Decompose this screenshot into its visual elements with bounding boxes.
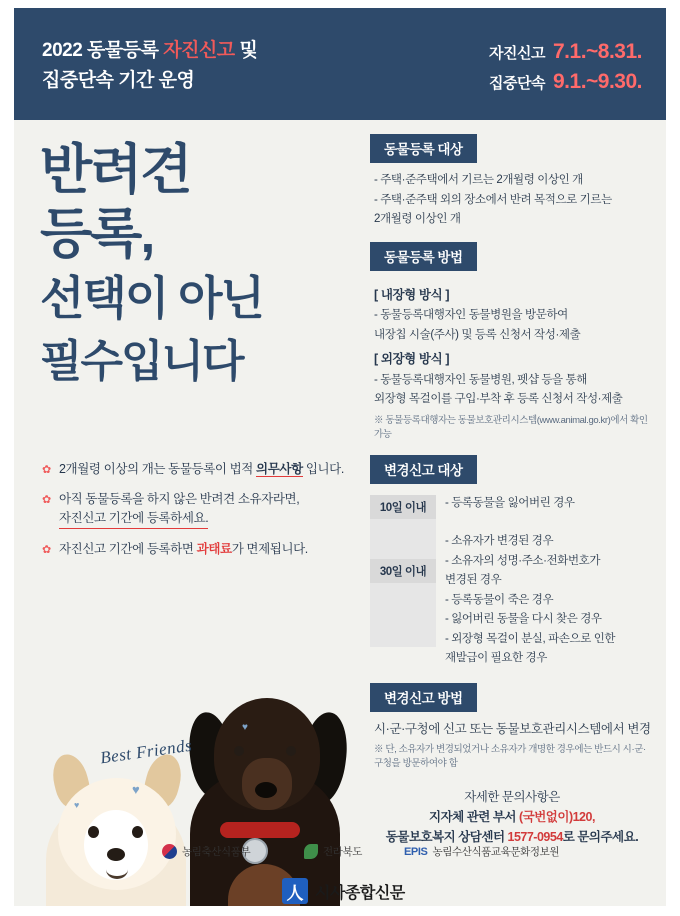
schedule-row-2 (489, 68, 642, 98)
list-item: - 동물등록대행자인 동물병원을 방문하여 (374, 309, 568, 321)
header-title-line1-pre: 2022 동물등록 (42, 40, 164, 61)
hero-line-3: 선택이 아닌 (40, 272, 263, 324)
contact-line-3-pre: 동물보호복지 상담센터 (385, 830, 508, 844)
section-body-registration-method (370, 287, 654, 442)
list-item: - 주택·준주택에서 기르는 2개월령 이상인 개 (374, 174, 583, 186)
dachshund-collar (220, 822, 300, 838)
contact-block (370, 787, 654, 847)
contact-phone-number: 1577-0954 (507, 830, 563, 844)
heart-icon: ♥ (132, 782, 140, 797)
hero-bullet-2 (42, 490, 352, 529)
list-item: 재발급이 필요한 경우 (445, 652, 547, 664)
schedule-row-1 (489, 38, 642, 68)
change-target-items-column (436, 495, 654, 670)
contact-line-2-highlight: (국번없이)120, (518, 810, 595, 824)
logo-label-epis: 농림수산식품교육문화정보원 (432, 846, 560, 858)
list-item: - 등록동물이 죽은 경우 (445, 593, 554, 606)
section-body-change-method (370, 721, 654, 772)
section-change-method (370, 683, 654, 772)
right-column (370, 134, 654, 847)
poster-header (14, 8, 666, 120)
hero-bullet-2-pre: 아직 동물등록을 하지 않은 반려견 소유자라면, (59, 492, 300, 506)
hero-bullet-3-pre: 자진신고 기간에 등록하면 (59, 542, 197, 556)
section-heading-change-target: 변경신고 대상 (370, 455, 477, 484)
corgi-eye-right (132, 826, 143, 838)
poster (14, 8, 666, 906)
header-schedule (489, 38, 642, 98)
paw-icon: ✿ (42, 494, 51, 506)
hero-headline (40, 138, 358, 394)
contact-line-2 (370, 807, 654, 827)
hero-bullet-1 (42, 460, 352, 479)
heart-icon: ♥ (74, 800, 80, 810)
subheading-external-type: [ 외장형 방식 ] (374, 352, 450, 366)
paw-icon: ✿ (42, 464, 51, 476)
deadline-chip-30days: 30일 이내 (370, 559, 436, 583)
header-title (42, 36, 372, 96)
schedule-date-2: 9.1.~9.30. (553, 70, 642, 93)
change-target-table (370, 495, 654, 670)
hero-bullet-2-em: 자진신고 기간에 등록하세요. (59, 509, 208, 529)
change-target-deadline-column (370, 495, 436, 670)
list-item: - 등록동물을 잃어버린 경우 (445, 496, 575, 509)
hero-bullet-3-em: 과태료 (196, 542, 232, 556)
footer-logos (14, 840, 666, 874)
logo-province (304, 844, 362, 859)
logo-label-province: 전라북도 (323, 846, 362, 858)
logo-epis (404, 844, 559, 859)
section-change-target (370, 455, 654, 670)
subheading-internal-type: [ 내장형 방식 ] (374, 287, 450, 302)
section-body-registration-target (370, 172, 654, 229)
list-gap (445, 514, 654, 531)
hero-bullet-1-pre: 2개월령 이상의 개는 동물등록이 법적 (59, 462, 257, 476)
list-item: - 잃어버린 동물을 다시 찾은 경우 (445, 613, 602, 625)
logo-label-ministry: 농림축산식품부 (182, 846, 251, 858)
schedule-label-2: 집중단속 (489, 75, 545, 92)
list-item: - 외장형 목걸이 분실, 파손으로 인한 (445, 632, 616, 645)
hero-line-4: 필수입니다 (40, 337, 243, 386)
section-heading-registration-method: 동물등록 방법 (370, 242, 477, 271)
leaf-mark-icon (304, 844, 318, 859)
list-item: 2개월령 이상인 개 (374, 213, 461, 225)
left-column (14, 120, 362, 906)
schedule-date-1: 7.1.~8.31. (553, 40, 642, 63)
epis-mark-icon: EPIS (404, 845, 428, 858)
watermark-badge-icon: 人 (282, 878, 308, 904)
logo-ministry (162, 844, 250, 859)
contact-line-3-post: 로 문의주세요. (562, 830, 639, 844)
taegeuk-mark-icon (162, 844, 177, 859)
header-title-line1-post: 및 (234, 40, 258, 61)
heart-icon: ♥ (242, 722, 248, 733)
dachshund-nose (255, 782, 277, 798)
deadline-chip-10days: 10일 이내 (370, 495, 436, 519)
hero-line-2: 등록, (40, 204, 154, 264)
dachshund-eye-left (234, 746, 244, 756)
section-note-registration-method: ※ 동물등록대행자는 동물보호관리시스템(www.animal.go.kr)에서 확인 가능 (374, 414, 648, 440)
contact-line-2-pre: 지자체 관련 부서 (429, 810, 519, 824)
list-item: - 동물등록대행자인 동물병원, 펫샵 등을 통해 (374, 373, 587, 386)
table-spacer (370, 583, 436, 647)
section-registration-target (370, 134, 654, 229)
hero-bullet-3 (42, 540, 352, 559)
header-title-line2: 집중단속 기간 운영 (42, 70, 195, 91)
watermark-text: 시사종합신문 (315, 884, 405, 902)
hero-bullet-3-post: 가 면제됩니다. (231, 542, 308, 556)
list-item: - 소유자가 변경된 경우 (445, 535, 554, 547)
hero-bullet-1-post: 입니다. (302, 462, 344, 476)
change-method-body: 시·군·구청에 신고 또는 동물보호관리시스템에서 변경 (374, 721, 651, 736)
contact-line-1: 자세한 문의사항은 (464, 790, 560, 804)
paw-icon: ✿ (42, 544, 51, 556)
watermark (282, 878, 405, 904)
header-title-accent: 자진신고 (163, 40, 235, 61)
table-spacer (370, 519, 436, 559)
section-heading-change-method: 변경신고 방법 (370, 683, 477, 712)
list-item: 변경된 경우 (445, 574, 502, 586)
change-method-note: ※ 단, 소유자가 변경되었거나 소유자가 개명한 경우에는 반드시 시·군·구청을 방문하여야 함 (374, 744, 646, 769)
dachshund-eye-right (286, 746, 296, 756)
list-item: 외장형 목걸이를 구입·부착 후 등록 신청서 작성·제출 (374, 393, 623, 405)
section-heading-registration-target: 동물등록 대상 (370, 134, 477, 163)
section-registration-method (370, 242, 654, 442)
schedule-label-1: 자진신고 (489, 45, 545, 62)
list-item: - 소유자의 성명·주소·전화번호가 (445, 554, 601, 567)
hero-bullet-1-em: 의무사항 (256, 462, 303, 476)
corgi-eye-left (88, 826, 99, 838)
hero-bullets (42, 460, 352, 570)
photo-caption: Best Friends (99, 735, 194, 768)
hero-line-1: 반려견 (40, 140, 191, 200)
list-item: - 주택·준주택 외의 장소에서 반려 목적으로 기르는 (374, 193, 612, 206)
list-item: 내장칩 시술(주사) 및 등록 신청서 작성·제출 (374, 328, 581, 341)
